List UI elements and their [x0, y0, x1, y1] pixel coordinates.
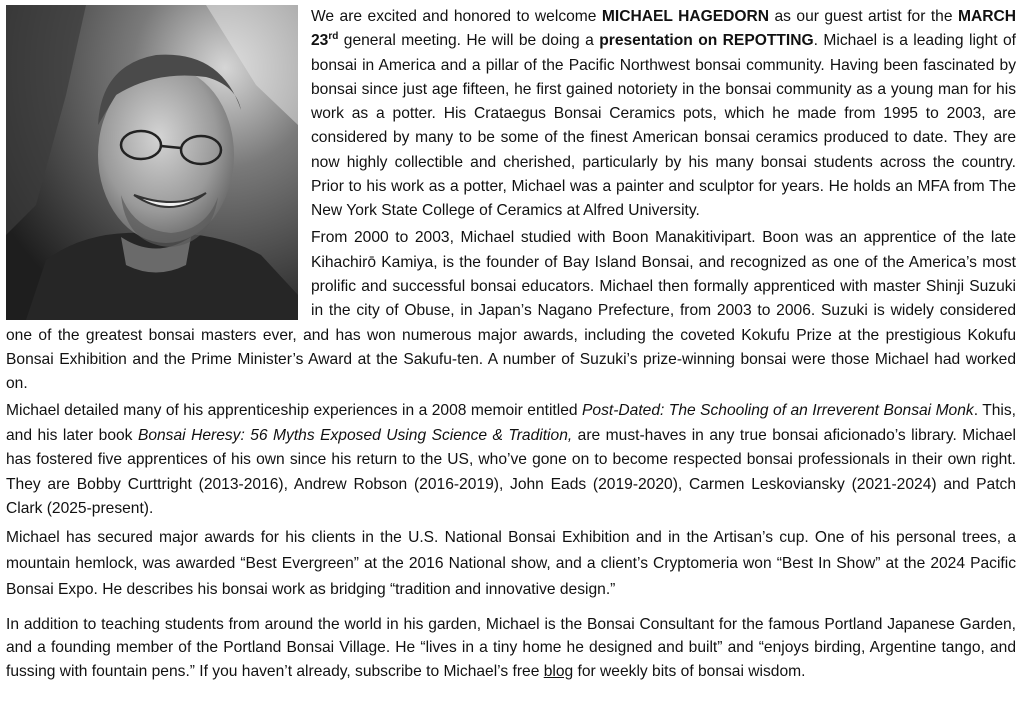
- meeting-date-suffix: rd: [328, 31, 339, 43]
- intro-text-1: We are excited and honored to welcome: [311, 8, 602, 25]
- book-title-post-dated: Post-Dated: The Schooling of an Irreverent Bonsai Monk: [582, 402, 974, 420]
- article: [6, 0, 1016, 683]
- garden-text-1: In addition to teaching students from around the world in his garden, Michael is the Bonsai Consultant for the famous Portland Japanese Garden, and a founding member of the Portland Bonsai Village. He “lives in a tiny home he designed and built” and “enjoys birding, Argentine tango, and fussing with fountain pens.” If you haven’t already, subscribe to Michael’s free: [6, 615, 1016, 680]
- intro-text-3: general meeting. He will be doing a: [338, 32, 600, 50]
- paragraph-books: [6, 399, 1016, 522]
- blog-link[interactable]: blog: [543, 662, 574, 680]
- books-text-1: Michael detailed many of his apprenticeship experiences in a 2008 memoir entitled: [6, 402, 583, 420]
- books-text-2: . This, and his later book: [6, 402, 1016, 444]
- books-text-3: are must-haves in any true bonsai aficionado’s library. Michael has fostered five apprentices of his own since his return to the US, who’ve gone on to become respected bonsai professionals in their own right. They are Bobby Curttright (2013-2016), Andrew Robson (2016-2019), John Eads (2019-2020), Carmen Leskoviansky (2021-2024) and Patch Clark (2025-present).: [6, 426, 1016, 518]
- paragraph-garden: [6, 613, 1016, 684]
- artist-name: MICHAEL HAGEDORN: [601, 8, 770, 25]
- portrait-photo: [6, 5, 298, 320]
- presentation-topic: presentation on REPOTTING: [599, 32, 814, 50]
- book-title-bonsai-heresy: Bonsai Heresy: 56 Myths Exposed Using Science & Tradition,: [137, 426, 573, 444]
- paragraph-training: From 2000 to 2003, Michael studied with Boon Manakitivipart. Boon was an apprentice of the late Kihachirō Kamiya, is the founder of Bay Island Bonsai, and recognized as one of the America’s most prolific and successful bonsai educators. Michael then formally apprenticed with master Shinji Suzuki in the city of Obuse, in Japan’s Nagano Prefecture, from 2003 to 2006. Suzuki is widely considered one of the greatest bonsai masters ever, and has won numerous major awards, including the coveted Kokufu Prize at the prestigious Kokufu Bonsai Exhibition and the Prime Minister’s Award at the Sakufu-ten. A number of Suzuki’s prize-winning bonsai were those Michael had worked on.: [6, 229, 1016, 393]
- garden-text-2: for weekly bits of bonsai wisdom.: [573, 662, 806, 680]
- portrait-image: [6, 5, 298, 320]
- meeting-date-text: MARCH 23: [311, 8, 1016, 50]
- intro-text-2: as our guest artist for the: [769, 8, 958, 25]
- intro-text-4: . Michael is a leading light of bonsai in America and a pillar of the Pacific Northwest bonsai community. Having been fascinated by bonsai since just age fifteen, he first gained notoriety in the bonsai community as a young man for his work as a potter. His Crataegus Bonsai Ceramics pots, which he made from 1995 to 2003, are considered by many to be some of the finest American bonsai ceramics produced to date. They are now highly collectible and cherished, particularly by his many bonsai students across the country. Prior to his work as a potter, Michael was a painter and sculptor for years. He holds an MFA from The New York State College of Ceramics at Alfred University.: [311, 32, 1016, 220]
- paragraph-awards: Michael has secured major awards for his clients in the U.S. National Bonsai Exhibition and in the Artisan’s cup. One of his personal trees, a mountain hemlock, was awarded “Best Evergreen” at the 2016 National show, and a client’s Cryptomeria won “Best In Show” at the 2024 Pacific Bonsai Expo. He describes his bonsai work as bridging “tradition and innovative design.”: [6, 528, 1016, 598]
